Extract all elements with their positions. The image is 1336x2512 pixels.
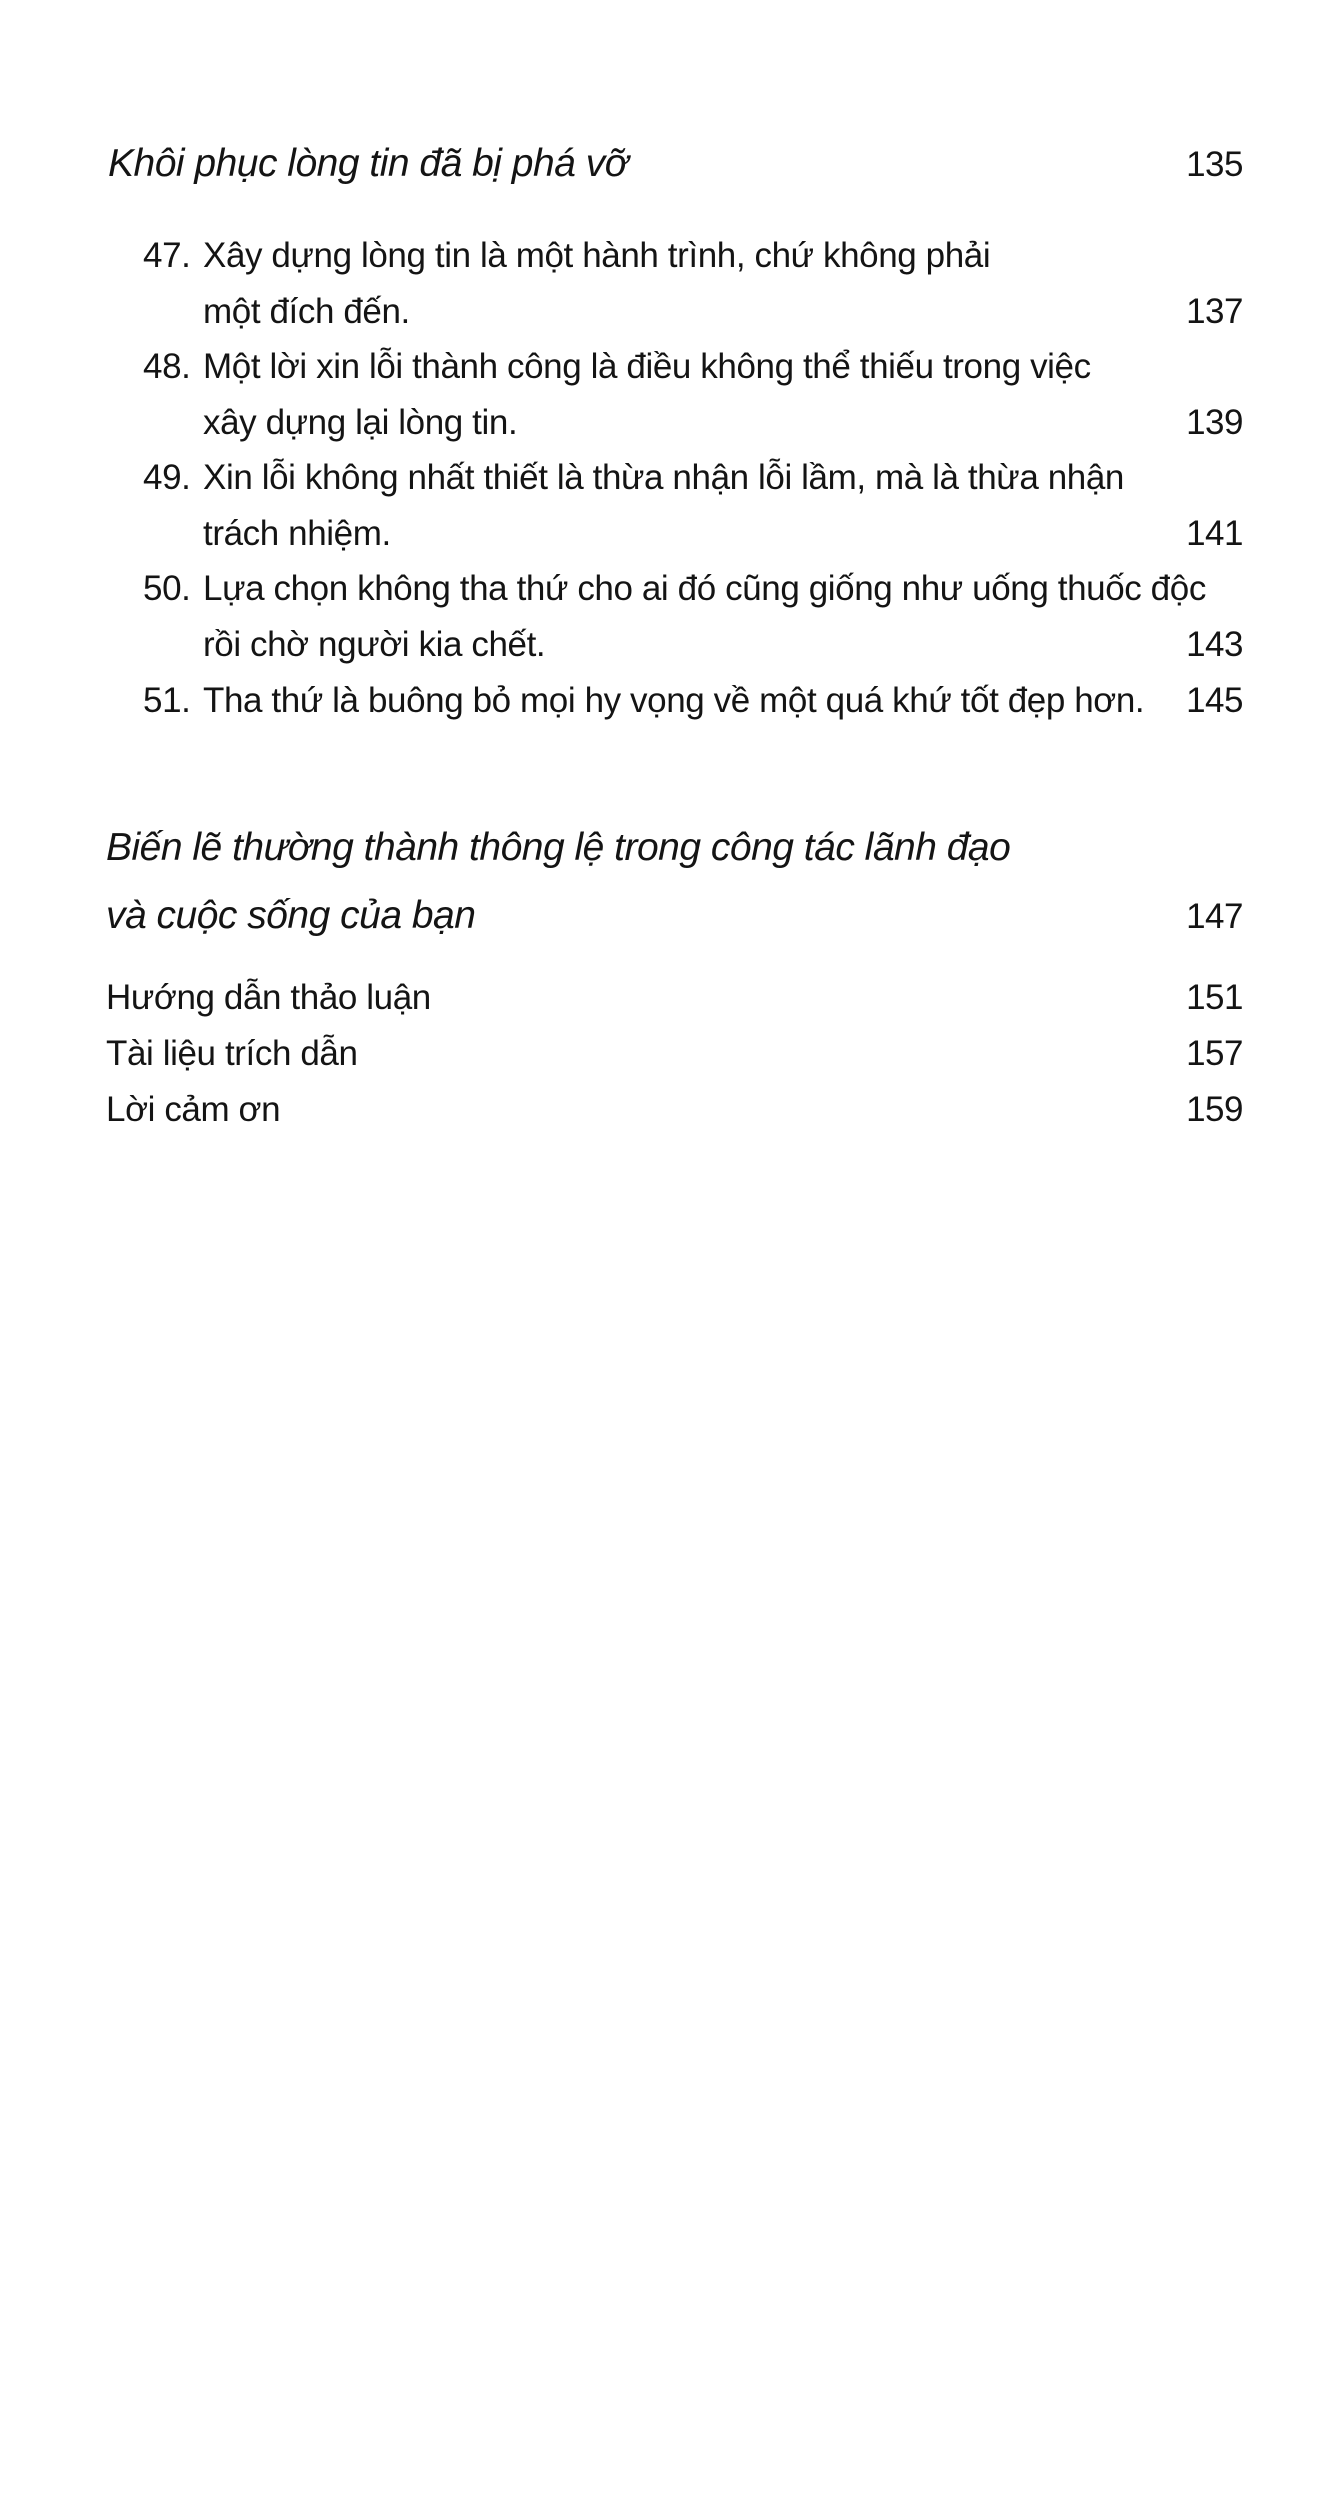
page-number: 145 [1186, 681, 1243, 720]
toc-entry-continuation [203, 403, 1243, 443]
toc-entry [143, 458, 1243, 498]
page-number: 143 [1186, 625, 1243, 664]
entry-number: 48. [143, 347, 191, 386]
page-number: 159 [1186, 1090, 1243, 1129]
entry-text: Một lời xin lỗi thành công là điều không thể thiếu trong việc [203, 347, 1091, 386]
page-number: 137 [1186, 292, 1243, 331]
entry-text: Tha thứ là buông bỏ mọi hy vọng về một quá khứ tốt đẹp hơn. [203, 681, 1145, 720]
section-heading-continuation [106, 894, 1243, 938]
entry-text: Xây dựng lòng tin là một hành trình, chứ không phải [203, 236, 991, 275]
back-matter-label: Tài liệu trích dẫn [106, 1034, 358, 1073]
back-matter-item [106, 1090, 1243, 1130]
toc-entry [143, 569, 1243, 609]
page-number: 151 [1186, 978, 1243, 1017]
toc-entry [143, 236, 1243, 276]
back-matter-label: Hướng dẫn thảo luận [106, 978, 431, 1017]
section-title-line1: Biến lẽ thường thành thông lệ trong công tác lãnh đạo [106, 826, 1011, 869]
entry-text: rồi chờ người kia chết. [203, 625, 546, 664]
section-heading [108, 142, 1243, 186]
page-number: 141 [1186, 514, 1243, 553]
entry-text: trách nhiệm. [203, 514, 391, 553]
entry-text: một đích đến. [203, 292, 410, 331]
toc-entry-continuation [203, 514, 1243, 554]
entry-number: 49. [143, 458, 191, 497]
section-title: Khôi phục lòng tin đã bị phá vỡ [108, 142, 628, 185]
toc-entry [143, 347, 1243, 387]
toc-entry-continuation [203, 625, 1243, 665]
entry-text: Lựa chọn không tha thứ cho ai đó cũng giống như uống thuốc độc [203, 569, 1206, 608]
back-matter-item [106, 1034, 1243, 1074]
entry-text: xây dựng lại lòng tin. [203, 403, 518, 442]
entry-number: 50. [143, 569, 191, 608]
page-number: 135 [1186, 145, 1243, 184]
entry-text: Xin lỗi không nhất thiết là thừa nhận lỗi lầm, mà là thừa nhận [203, 458, 1124, 497]
toc-entry [143, 681, 1243, 721]
section-title-line2: và cuộc sống của bạn [106, 894, 476, 937]
section-heading [106, 826, 1243, 870]
back-matter-item [106, 978, 1243, 1018]
back-matter-label: Lời cảm ơn [106, 1090, 281, 1129]
page-number: 147 [1186, 897, 1243, 936]
page-number: 139 [1186, 403, 1243, 442]
toc-entry-continuation [203, 292, 1243, 332]
entry-number: 51. [143, 681, 191, 720]
page-number: 157 [1186, 1034, 1243, 1073]
entry-number: 47. [143, 236, 191, 275]
